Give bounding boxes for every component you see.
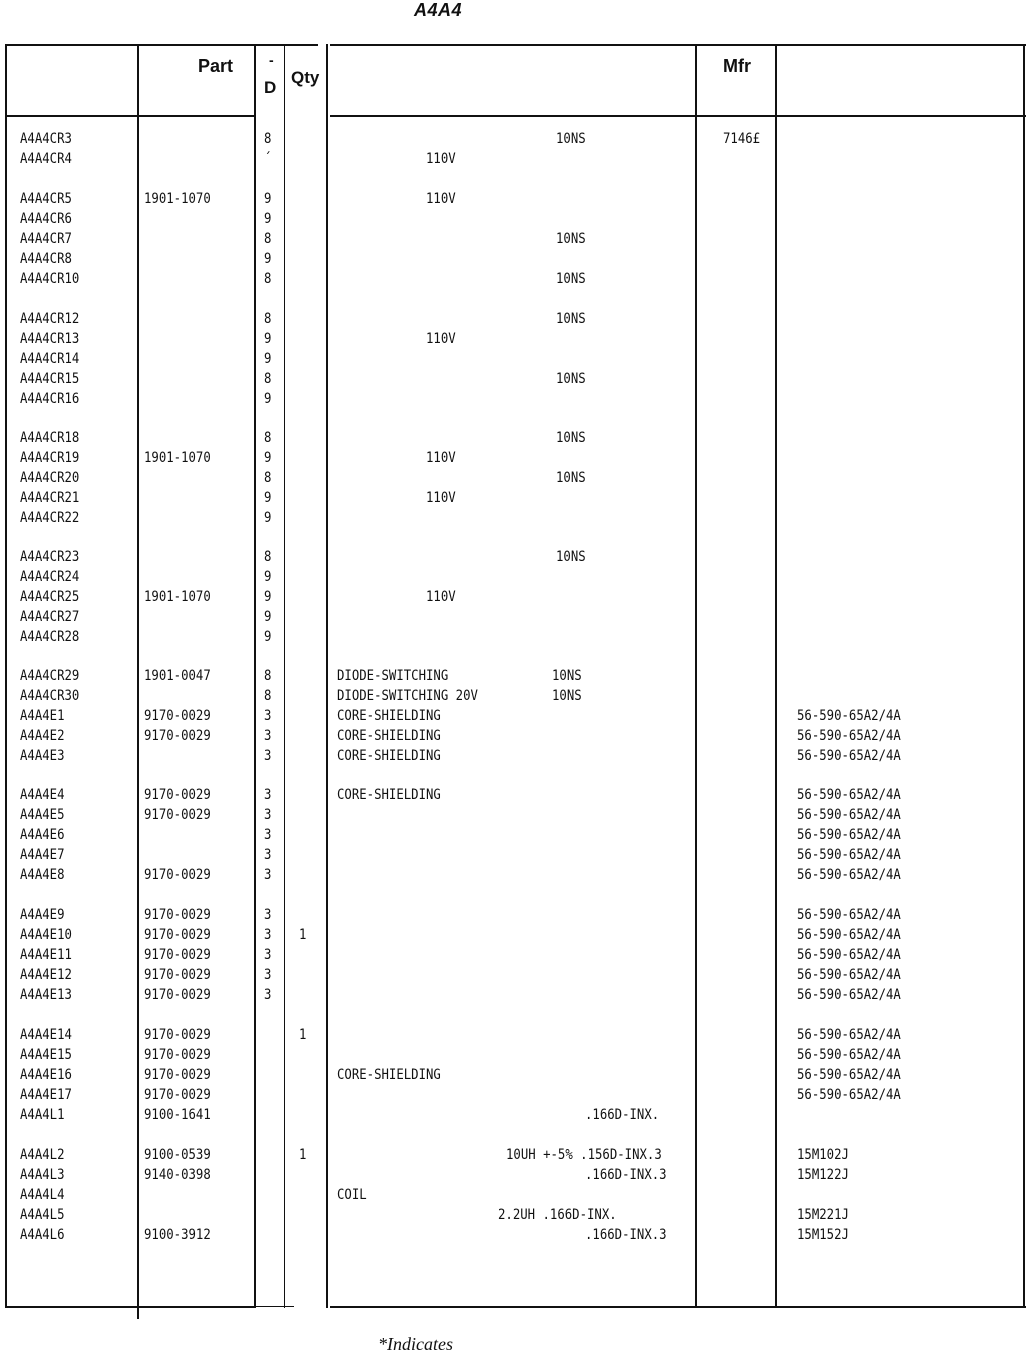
d-cell: 9 (264, 589, 272, 605)
description-cell: CORE-SHIELDING (337, 708, 441, 724)
ref-cell: A4A4E16 (20, 1067, 72, 1083)
table-bottom-border-mid (256, 1306, 294, 1307)
d-cell: 9 (264, 569, 272, 585)
ref-cell: A4A4CR30 (20, 688, 80, 704)
d-cell: 9 (264, 191, 272, 207)
ref-cell: A4A4CR28 (20, 629, 80, 645)
ref-cell: A4A4CR16 (20, 391, 80, 407)
mfr-part-cell: 56-590-65A2/4A (797, 987, 901, 1003)
d-cell: 3 (264, 847, 272, 863)
ref-cell: A4A4CR25 (20, 589, 80, 605)
ref-cell: A4A4E6 (20, 827, 65, 843)
ref-cell: A4A4CR4 (20, 151, 72, 167)
ref-cell: A4A4CR24 (20, 569, 80, 585)
d-cell: 8 (264, 688, 272, 704)
mfr-part-cell: 56-590-65A2/4A (797, 1027, 901, 1043)
part-number-cell: 9170-0029 (144, 967, 211, 983)
mfr-part-cell: 56-590-65A2/4A (797, 867, 901, 883)
d-cell: 9 (264, 629, 272, 645)
ref-cell: A4A4CR19 (20, 450, 80, 466)
table-top-border-right (330, 44, 1026, 46)
description-cell: 110V (426, 331, 456, 347)
description-detail-cell: 10NS (556, 131, 586, 147)
mfr-part-cell: 56-590-65A2/4A (797, 787, 901, 803)
part-number-cell: 9170-0029 (144, 907, 211, 923)
mfr-part-cell: 56-590-65A2/4A (797, 1067, 901, 1083)
header-part: Part (198, 56, 234, 76)
ref-cell: A4A4E14 (20, 1027, 72, 1043)
ref-cell: A4A4E17 (20, 1087, 72, 1103)
description-cell: 110V (426, 490, 456, 506)
part-number-cell: 9170-0029 (144, 867, 211, 883)
description-detail-cell: 10NS (556, 231, 586, 247)
ref-cell: A4A4E13 (20, 987, 72, 1003)
d-cell: 8 (264, 371, 272, 387)
ref-cell: A4A4L2 (20, 1147, 65, 1163)
ref-cell: A4A4CR29 (20, 668, 80, 684)
description-detail-cell: 10UH +-5% .156D-INX.3 (506, 1147, 662, 1163)
part-number-cell: 9170-0029 (144, 708, 211, 724)
description-cell: 110V (426, 151, 456, 167)
qty-cell: 1 (299, 1027, 307, 1043)
header-bottom-rule (6, 115, 256, 117)
ref-cell: A4A4E11 (20, 947, 72, 963)
header-d: D (264, 78, 277, 97)
ref-cell: A4A4CR5 (20, 191, 72, 207)
qty-cell: 1 (299, 927, 307, 943)
ref-cell: A4A4CR6 (20, 211, 72, 227)
description-detail-cell: .166D-INX. (585, 1107, 660, 1123)
description-detail-cell: 10NS (552, 688, 582, 704)
column-divider-mfr (775, 44, 777, 1308)
mfr-part-cell: 56-590-65A2/4A (797, 827, 901, 843)
mfr-part-cell: 56-590-65A2/4A (797, 1047, 901, 1063)
table-bottom-border (6, 1306, 256, 1308)
description-detail-cell: 10NS (556, 549, 586, 565)
ref-cell: A4A4L3 (20, 1167, 65, 1183)
d-cell: 8 (264, 470, 272, 486)
d-cell: 3 (264, 787, 272, 803)
column-divider-part (254, 44, 256, 1308)
mfr-part-cell: 56-590-65A2/4A (797, 708, 901, 724)
ref-cell: A4A4CR3 (20, 131, 72, 147)
part-number-cell: 1901-1070 (144, 589, 211, 605)
column-divider-left (5, 44, 7, 1308)
part-number-cell: 9140-0398 (144, 1167, 211, 1183)
ref-cell: A4A4CR18 (20, 430, 80, 446)
mfr-part-cell: 56-590-65A2/4A (797, 748, 901, 764)
mfr-part-cell: 15M102J (797, 1147, 849, 1163)
mfr-part-cell: 15M221J (797, 1207, 849, 1223)
description-cell: CORE-SHIELDING (337, 728, 441, 744)
description-detail-cell: 10NS (552, 668, 582, 684)
d-cell: 3 (264, 867, 272, 883)
ref-cell: A4A4CR10 (20, 271, 80, 287)
ref-cell: A4A4CR22 (20, 510, 80, 526)
header-dash: - (269, 52, 274, 68)
column-divider-d (284, 44, 285, 1308)
d-cell: 3 (264, 907, 272, 923)
ref-cell: A4A4E9 (20, 907, 65, 923)
description-cell: DIODE-SWITCHING 20V (337, 688, 478, 704)
table-bottom-border-right (330, 1306, 1026, 1308)
ref-cell: A4A4CR15 (20, 371, 80, 387)
d-cell: 3 (264, 708, 272, 724)
ref-cell: A4A4E7 (20, 847, 65, 863)
column-divider-right (1023, 44, 1025, 1308)
part-number-cell: 9170-0029 (144, 947, 211, 963)
d-cell: 9 (264, 609, 272, 625)
part-number-cell: 9170-0029 (144, 807, 211, 823)
ref-cell: A4A4CR14 (20, 351, 80, 367)
ref-cell: A4A4CR12 (20, 311, 80, 327)
d-cell: 9 (264, 490, 272, 506)
ref-cell: A4A4E5 (20, 807, 65, 823)
part-number-cell: 9100-3912 (144, 1227, 211, 1243)
part-number-cell: 9170-0029 (144, 1027, 211, 1043)
part-number-cell: 1901-1070 (144, 191, 211, 207)
description-detail-cell: 2.2UH .166D-INX. (498, 1207, 617, 1223)
d-cell: 3 (264, 748, 272, 764)
d-cell: 9 (264, 510, 272, 526)
description-detail-cell: 10NS (556, 271, 586, 287)
ref-cell: A4A4E15 (20, 1047, 72, 1063)
column-divider-desc (695, 44, 697, 1308)
part-number-cell: 9170-0029 (144, 1087, 211, 1103)
part-number-cell: 1901-1070 (144, 450, 211, 466)
qty-cell: 1 (299, 1147, 307, 1163)
d-cell: 8 (264, 231, 272, 247)
d-cell: 3 (264, 967, 272, 983)
ref-cell: A4A4E1 (20, 708, 65, 724)
ref-cell: A4A4CR7 (20, 231, 72, 247)
ref-cell: A4A4E10 (20, 927, 72, 943)
description-detail-cell: .166D-INX.3 (585, 1227, 667, 1243)
part-number-cell: 1901-0047 (144, 668, 211, 684)
d-cell: 8 (264, 430, 272, 446)
mfr-part-cell: 56-590-65A2/4A (797, 907, 901, 923)
ref-cell: A4A4CR8 (20, 251, 72, 267)
mfr-part-cell: 56-590-65A2/4A (797, 728, 901, 744)
part-number-cell: 9100-0539 (144, 1147, 211, 1163)
mfr-part-cell: 56-590-65A2/4A (797, 1087, 901, 1103)
d-cell: 8 (264, 131, 272, 147)
ref-cell: A4A4E3 (20, 748, 65, 764)
d-cell: 8 (264, 549, 272, 565)
column-divider-ref (137, 44, 139, 1319)
ref-cell: A4A4E12 (20, 967, 72, 983)
description-cell: 110V (426, 589, 456, 605)
description-cell: COIL (337, 1187, 367, 1203)
mfr-cell: 7146£ (723, 131, 761, 147)
ref-cell: A4A4CR20 (20, 470, 80, 486)
part-number-cell: 9170-0029 (144, 987, 211, 1003)
table-top-border (6, 44, 318, 46)
ref-cell: A4A4CR23 (20, 549, 80, 565)
d-cell: 9 (264, 450, 272, 466)
d-cell: 8 (264, 271, 272, 287)
part-number-cell: 9170-0029 (144, 927, 211, 943)
description-detail-cell: 10NS (556, 311, 586, 327)
mfr-part-cell: 56-590-65A2/4A (797, 927, 901, 943)
d-cell: 3 (264, 827, 272, 843)
d-cell: 3 (264, 807, 272, 823)
mfr-part-cell: 56-590-65A2/4A (797, 947, 901, 963)
description-cell: CORE-SHIELDING (337, 748, 441, 764)
ref-cell: A4A4CR21 (20, 490, 80, 506)
page-title: A4A4 (414, 0, 463, 20)
d-cell: 9 (264, 391, 272, 407)
d-cell: ´ (264, 151, 272, 167)
description-detail-cell: 10NS (556, 470, 586, 486)
footnote: *Indicates (378, 1334, 453, 1354)
ref-cell: A4A4L6 (20, 1227, 65, 1243)
part-number-cell: 9170-0029 (144, 787, 211, 803)
description-cell: DIODE-SWITCHING (337, 668, 449, 684)
column-divider-qty (326, 44, 328, 1308)
part-number-cell: 9170-0029 (144, 728, 211, 744)
d-cell: 9 (264, 251, 272, 267)
part-number-cell: 9170-0029 (144, 1067, 211, 1083)
d-cell: 3 (264, 728, 272, 744)
d-cell: 8 (264, 311, 272, 327)
d-cell: 8 (264, 668, 272, 684)
d-cell: 9 (264, 351, 272, 367)
description-cell: CORE-SHIELDING (337, 787, 441, 803)
ref-cell: A4A4L5 (20, 1207, 65, 1223)
ref-cell: A4A4CR27 (20, 609, 80, 625)
d-cell: 3 (264, 947, 272, 963)
ref-cell: A4A4CR13 (20, 331, 80, 347)
d-cell: 9 (264, 211, 272, 227)
description-cell: CORE-SHIELDING (337, 1067, 441, 1083)
mfr-part-cell: 15M122J (797, 1167, 849, 1183)
mfr-part-cell: 56-590-65A2/4A (797, 967, 901, 983)
part-number-cell: 9100-1641 (144, 1107, 211, 1123)
header-qty: Qty (291, 68, 320, 87)
mfr-part-cell: 56-590-65A2/4A (797, 807, 901, 823)
ref-cell: A4A4L1 (20, 1107, 65, 1123)
description-cell: 110V (426, 191, 456, 207)
mfr-part-cell: 15M152J (797, 1227, 849, 1243)
ref-cell: A4A4E4 (20, 787, 65, 803)
ref-cell: A4A4E8 (20, 867, 65, 883)
d-cell: 9 (264, 331, 272, 347)
header-mfr: Mfr (723, 56, 751, 76)
d-cell: 3 (264, 927, 272, 943)
ref-cell: A4A4L4 (20, 1187, 65, 1203)
header-bottom-rule-right (330, 115, 1026, 117)
description-cell: 110V (426, 450, 456, 466)
ref-cell: A4A4E2 (20, 728, 65, 744)
description-detail-cell: 10NS (556, 371, 586, 387)
description-detail-cell: 10NS (556, 430, 586, 446)
part-number-cell: 9170-0029 (144, 1047, 211, 1063)
d-cell: 3 (264, 987, 272, 1003)
description-detail-cell: .166D-INX.3 (585, 1167, 667, 1183)
mfr-part-cell: 56-590-65A2/4A (797, 847, 901, 863)
